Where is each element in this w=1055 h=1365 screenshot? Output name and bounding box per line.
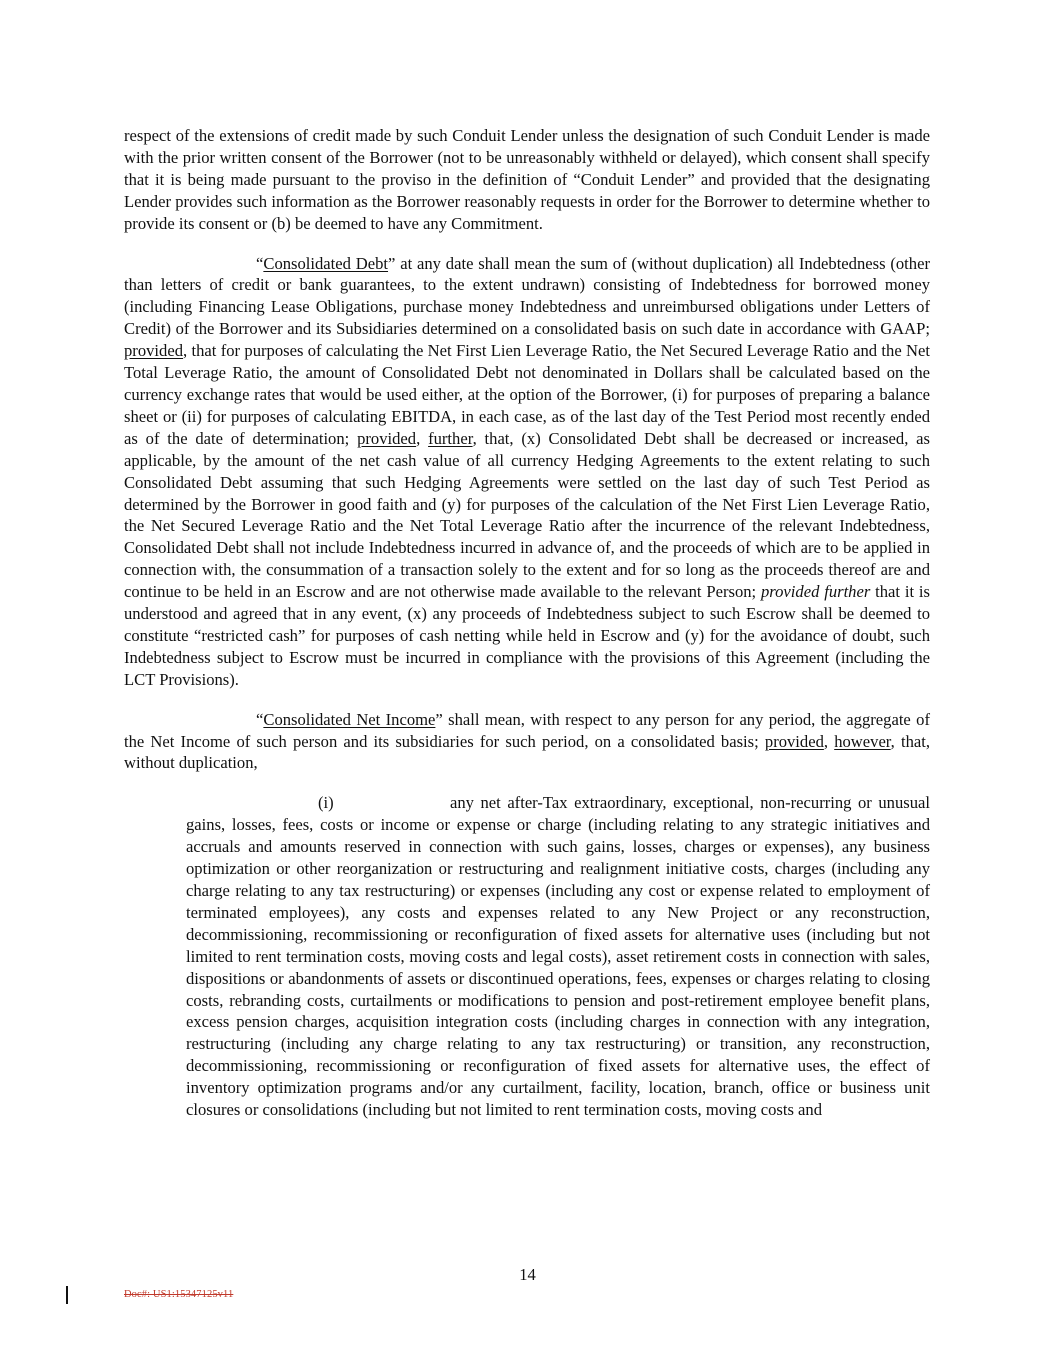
paragraph-conduit-lender: respect of the extensions of credit made by such Conduit Lender unless the designation of such Conduit Lender is made with the prior written consent of the Borrower (not to be unreasonably withheld or delayed), which consent shall specify that it is being made pursuant to the proviso in the definition of “Conduit Lender” and provided that the designating Lender provides such information as the Borrower reasonably requests in order for the Borrower to determine whether to provide its consent or (b) be deemed to have any Commitment.: [124, 126, 930, 233]
definition-consolidated-debt: “Consolidated Debt” at any date shall mean the sum of (without duplication) all Indebtedness (other than letters of credit or bank guarantees, to the extent undrawn) consisting of Indebtedness for borrowed money (including Financing Lease Obligations, purchase money Indebtedness and unreimbursed obligations under Letters of Credit) of the Borrower and its Subsidiaries determined on a consolidated basis on such date in accordance with GAAP; provided, that for purposes of calculating the Net First Lien Leverage Ratio, the Net Secured Leverage Ratio and the Net Total Leverage Ratio, the amount of Consolidated Debt not denominated in Dollars shall be calculated based on the currency exchange rates that would be used either, at the option of the Borrower, (i) for purposes of preparing a balance sheet or (ii) for purposes of calculating EBITDA, in each case, as of the last day of the Test Period most recently ended as of the date of determination; provided, further, that, (x) Consolidated Debt shall be decreased or increased, as applicable, by the amount of the net cash value of all currency Hedging Agreements to the extent relating to such Consolidated Debt assuming that such Hedging Agreements were settled on the last day of such Test Period as determined by the Borrower in good faith and (y) for purposes of the calculation of the Net First Lien Leverage Ratio, the Net Secured Leverage Ratio and the Net Total Leverage Ratio after the incurrence of the relevant Indebtedness, Consolidated Debt shall not include Indebtedness incurred in advance of, and the proceeds of which are to be applied in connection with, the consummation of a transaction solely to the extent and for so long as the proceeds thereof are and continue to be held in an Escrow and are not otherwise made available to the relevant Person; provided further that it is understood and agreed that in any event, (x) any proceeds of Indebtedness subject to such Escrow shall be deemed to constitute “restricted cash” for purposes of cash netting while held in Escrow and (y) for the avoidance of doubt, such Indebtedness subject to Escrow must be incurred in compliance with the provisions of this Agreement (including the LCT Provisions).: [124, 253, 931, 689]
clause-number: (i): [318, 793, 334, 813]
defined-term-consolidated-debt: Consolidated Debt: [263, 253, 389, 273]
clause-text: any net after-Tax extraordinary, exceptional, non-recurring or unusual gains, losses, fees, costs or income or expense or charge (including relating to any strategic initiatives and accruals and amounts reserved in connection with such gains, losses, charges or expenses), any business optimization or other reorganization or restructuring and realignment initiative costs, charges (including any charge relating to any tax restructuring) or expenses (including any cost or expense related to employment of terminated employees), any costs and expenses related to any New Project or any reconstruction, decommissioning, recommissioning or reconfiguration of fixed assets for alternative uses (including but not limited to rent termination costs, moving costs and legal costs), asset retirement costs in connection with sales, dispositions or abandonments of assets or discontinued operations, fees, expenses or charges relating to closing costs, rebranding costs, curtailments or modifications to pension and post-retirement employee benefit plans, excess pension charges, acquisition integration costs (including charges in connection with any integration, restructuring (including any charge relating to any tax restructuring) or transition, any reconstruction, decommissioning, recommissioning or reconfiguration of fixed assets for alternative uses, the effect of inventory optimization programs and/or any curtailment, facility, location, branch, office or business unit closures or consolidations (including but not limited to rent termination costs, moving costs and: [186, 793, 930, 1120]
defined-term-consolidated-net-income: Consolidated Net Income: [263, 709, 436, 729]
page-number: 14: [519, 1265, 536, 1284]
clause-i: [186, 792, 930, 1121]
document-body: [124, 125, 930, 1121]
revision-change-bar: [66, 1286, 68, 1304]
definition-consolidated-net-income: “Consolidated Net Income” shall mean, with respect to any person for any period, the aggregate of the Net Income of such person and its subsidiaries for such period, on a consolidated basis; provided, however, that, without duplication,: [124, 709, 931, 773]
document-id: Doc#: US1:15347125v11: [124, 1289, 234, 1300]
